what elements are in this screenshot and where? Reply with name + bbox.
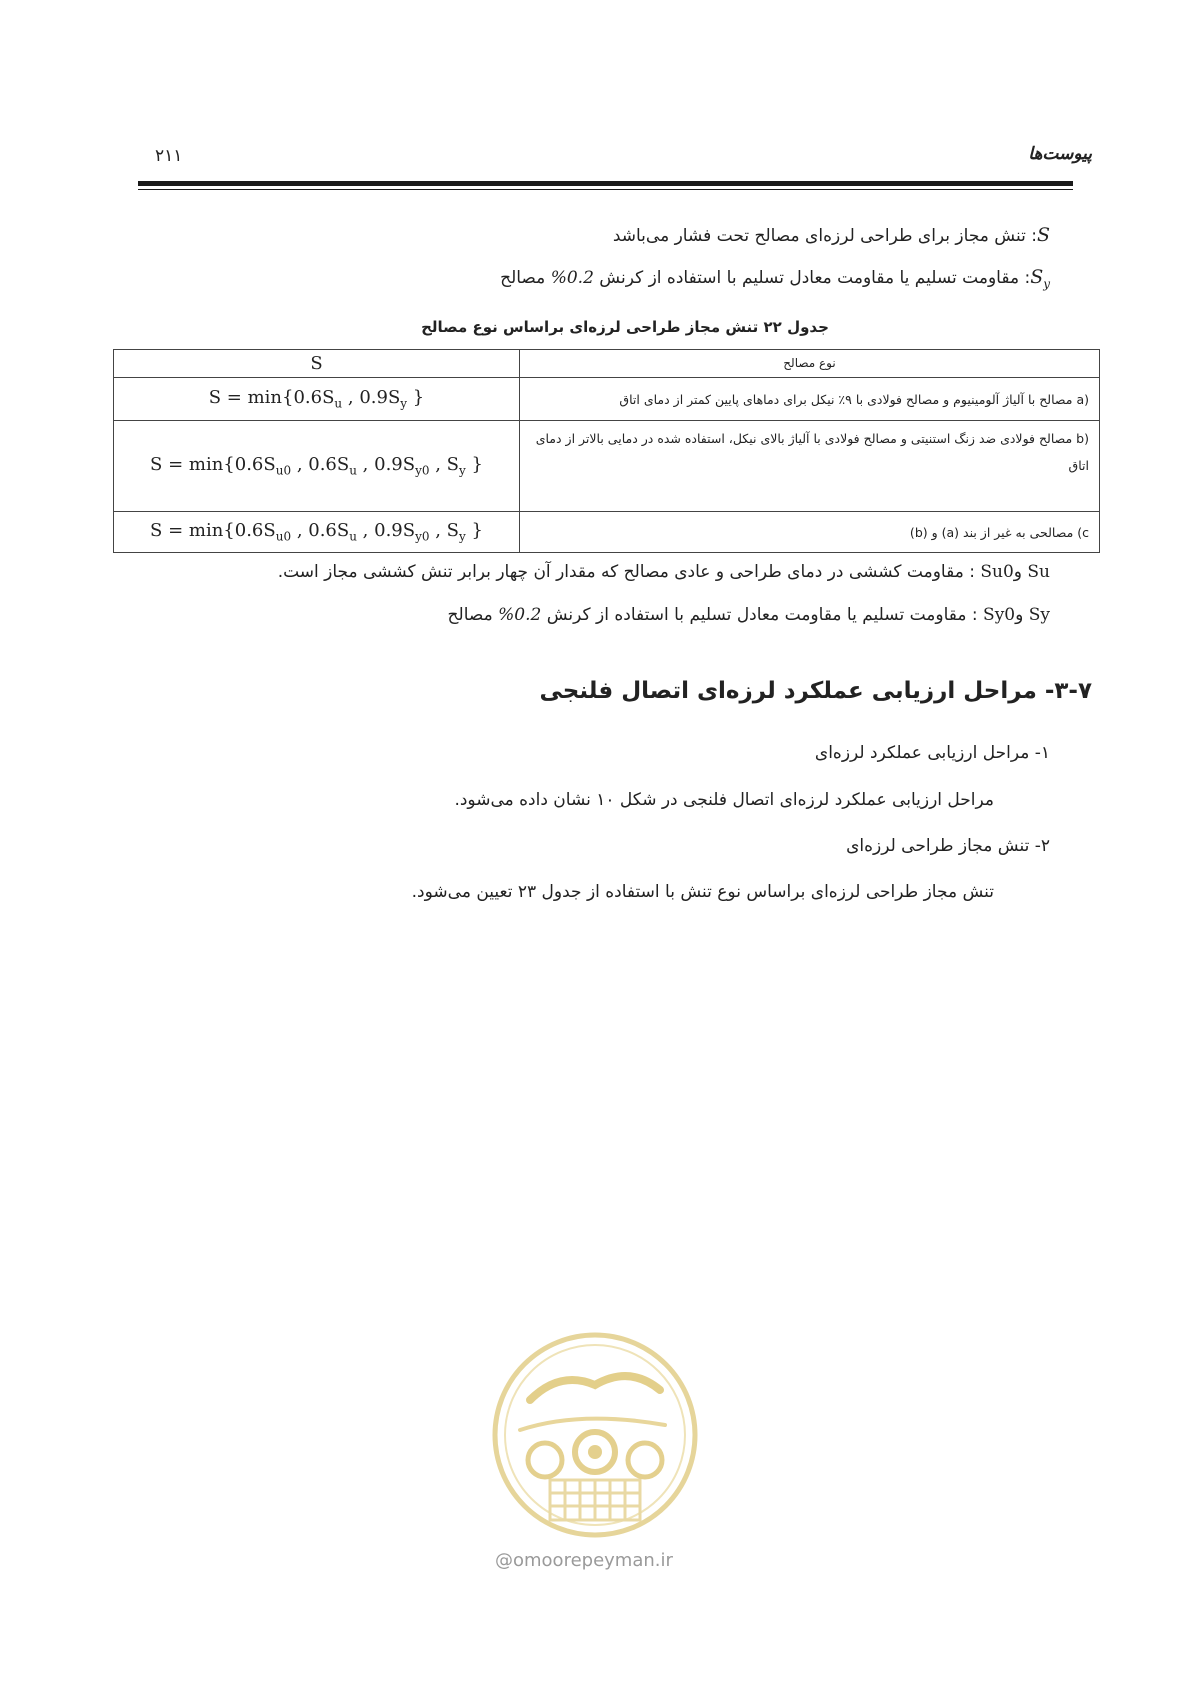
sy-tail: مصالح (500, 268, 546, 288)
sy-text: : مقاومت تسلیم یا مقاومت معادل تسلیم با استفاده از کرنش (599, 268, 1031, 288)
section-title: ۳-۷- مراحل ارزیابی عملکرد لرزه‌ای اتصال فلنجی (539, 678, 1092, 704)
note-yield-strength (448, 605, 1050, 625)
table-header-row (114, 350, 1100, 378)
formula-cell: $S = \min\{0.6S_{u0}$ , $0.6S_u$ , $0.9S_{y0}$ , $S_y$ } (114, 512, 520, 553)
item1-description: مراحل ارزیابی عملکرد لرزه‌ای اتصال فلنجی در شکل ۱۰ نشان داده می‌شود. (454, 790, 994, 810)
note2-strain: 0.2% (498, 605, 542, 625)
s-text: : تنش مجاز برای طراحی لرزه‌ای مصالح تحت فشار می‌باشد (612, 226, 1037, 246)
material-cell: (b مصالح فولادی ضد زنگ استنیتی و مصالح فولادی با آلیاژ بالای نیکل، استفاده شده در دمایی بالاتر از دمای اتاق (520, 421, 1100, 512)
note2-symbols: Sy وSy0 (983, 605, 1050, 625)
table-caption: جدول ۲۲ تنش مجاز طراحی لرزه‌ای براساس نوع مصالح (421, 318, 829, 336)
item1-title: ۱- مراحل ارزیابی عملکرد لرزه‌ای (814, 743, 1050, 763)
note-tensile-strength (278, 562, 1050, 582)
note1-symbols: Su وSu0 (980, 562, 1050, 582)
item2-description: تنش مجاز طراحی لرزه‌ای براساس نوع تنش با استفاده از جدول ۲۳ تعیین می‌شود. (411, 882, 994, 902)
s-symbol: S (1036, 224, 1050, 246)
formula-cell: $S = \min\{0.6S_{u0}$ , $0.6S_u$ , $0.9S_{y0}$ , $S_y$ } (114, 421, 520, 512)
definition-sy (500, 266, 1050, 291)
sy-strain: 0.2% (550, 268, 594, 288)
formula-cell: $S = \min\{0.6S_u$ , $0.9S_y$ } (114, 378, 520, 421)
page-number: ۲۱۱ (155, 146, 183, 166)
watermark-site: @omoorepeyman.ir (495, 1550, 673, 1571)
sy-symbol: $S_y$ (1030, 266, 1050, 291)
header-s: S (114, 350, 520, 378)
watermark-seal (490, 1330, 700, 1540)
header-rule-thick (138, 181, 1073, 186)
allowable-stress-table (113, 349, 1100, 553)
note2-text: : مقاومت تسلیم یا مقاومت معادل تسلیم با استفاده از کرنش (546, 605, 984, 625)
header-rule-thin (138, 189, 1073, 190)
section-name: پیوست‌ها (1028, 144, 1092, 164)
note2-tail: مصالح (447, 605, 493, 625)
table-row (114, 378, 1100, 421)
material-cell: (a مصالح با آلیاژ آلومینیوم و مصالح فولادی با ۹٪ نیکل برای دماهای پایین کمتر از دمای اتاق (520, 378, 1100, 421)
definition-s (613, 224, 1050, 246)
table-row (114, 421, 1100, 512)
note1-text: : مقاومت کششی در دمای طراحی و عادی مصالح که مقدار آن چهار برابر تنش کششی مجاز است. (277, 562, 981, 582)
table-row (114, 512, 1100, 553)
material-cell: c) مصالحی به غیر از بند (a) و (b) (520, 512, 1100, 553)
header-material: نوع مصالح (520, 350, 1100, 378)
item2-title: ۲- تنش مجاز طراحی لرزه‌ای (846, 836, 1050, 856)
